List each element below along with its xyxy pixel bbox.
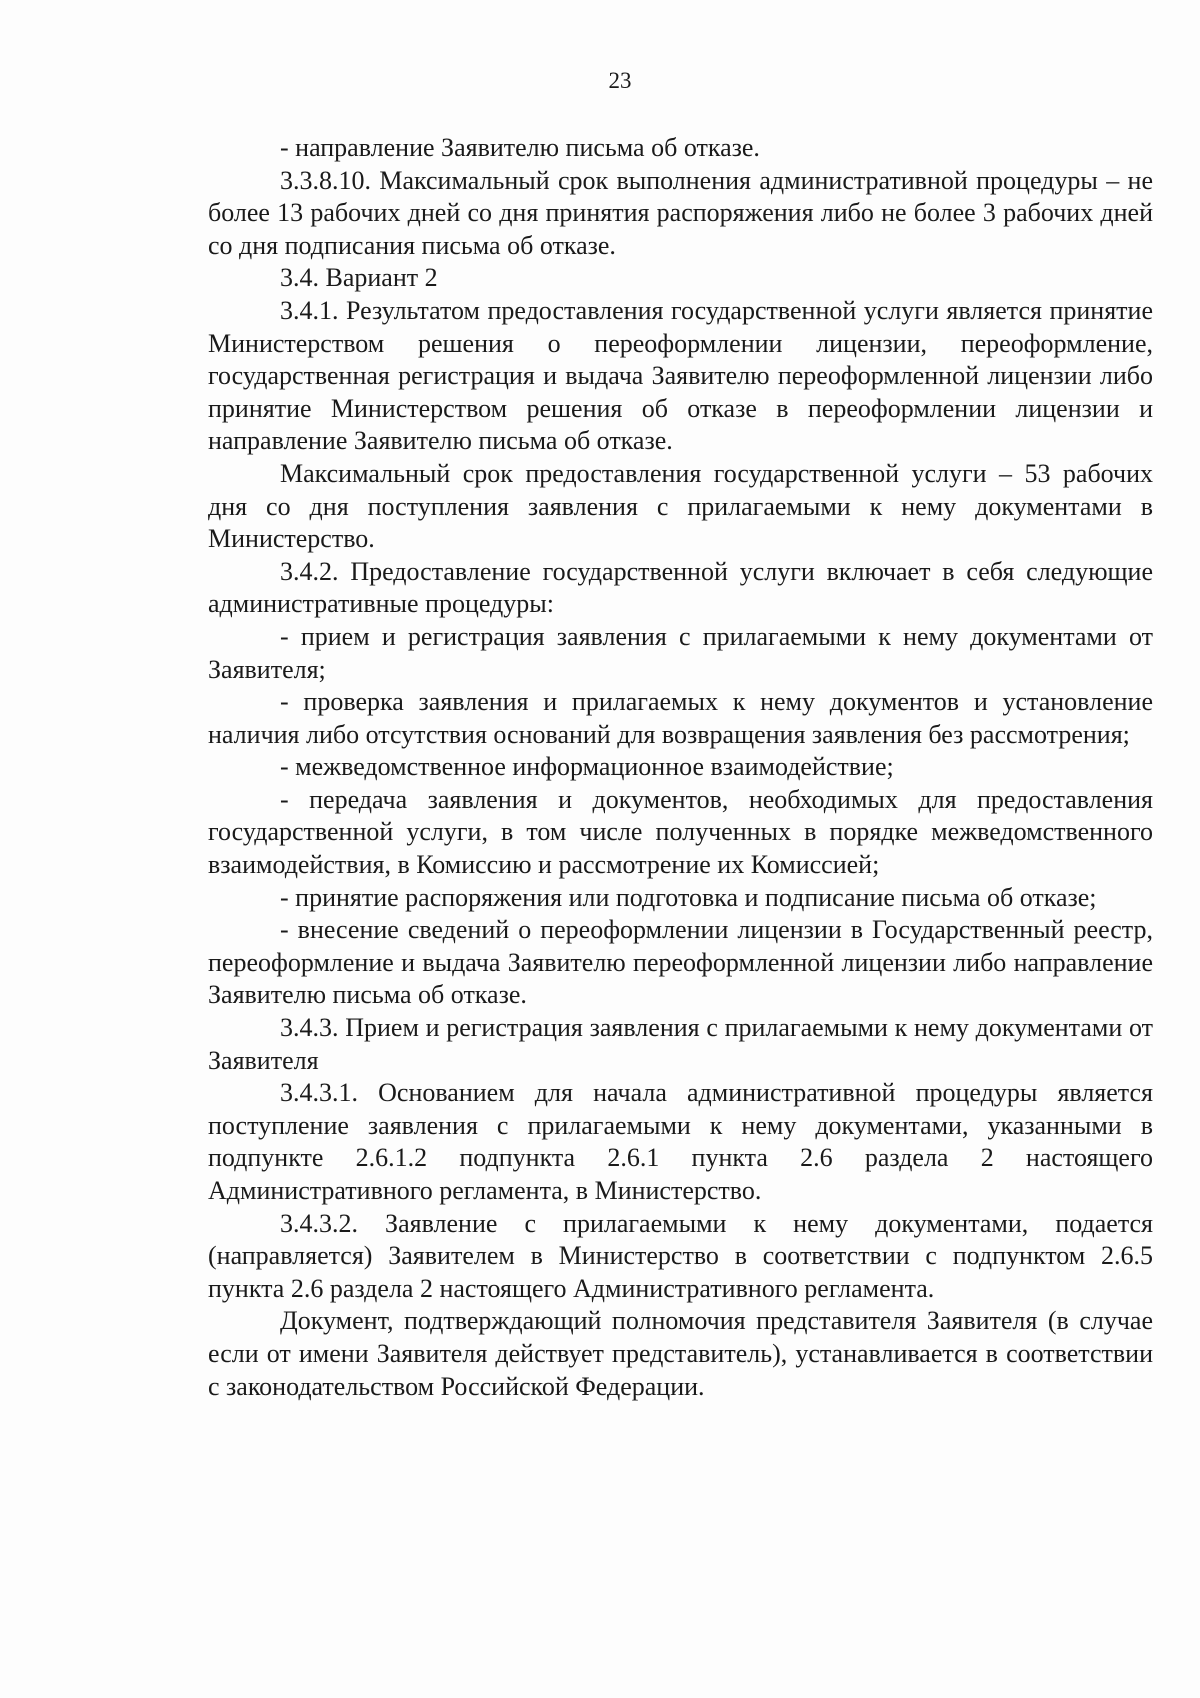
list-item-interagency: - межведомственное информационное взаимодействие; bbox=[280, 752, 894, 782]
document-body bbox=[208, 132, 1153, 1403]
list-item-order: - принятие распоряжения или подготовка и подписание письма об отказе; bbox=[280, 882, 1097, 912]
list-item-verification: - проверка заявления и прилагаемых к нему документов и установление наличия либо отсутствия оснований для возвращения заявления без рассмотрения; bbox=[208, 687, 1153, 749]
list-item-registry: - внесение сведений о переоформлении лицензии в Государственный реестр, переоформление и выдача Заявителю переоформленной лицензии либо направление Заявителю письма об отказе. bbox=[208, 915, 1153, 1010]
paragraph-3-4-1: 3.4.1. Результатом предоставления государственной услуги является принятие Министерством решения о переоформлении лицензии, переоформление, государственная регистрация и выдача Заявителю переоформленной лицензии либо принятие Министерством решения об отказе в переоформлении лицензии и направление Заявителю письма об отказе. bbox=[208, 295, 1153, 456]
paragraph-3-4-3-2: 3.4.3.2. Заявление с прилагаемыми к нему документами, подается (направляется) Заявителем в Министерство в соответствии с подпунктом 2.6.5 пункта 2.6 раздела 2 настоящего Административного регламента. bbox=[208, 1208, 1153, 1303]
section-heading-3-4: 3.4. Вариант 2 bbox=[280, 263, 438, 293]
paragraph-3-3-8-10: 3.3.8.10. Максимальный срок выполнения административной процедуры – не более 13 рабочих дней со дня принятия распоряжения либо не более 3 рабочих дней со дня подписания письма об отказе. bbox=[208, 165, 1153, 260]
page-number: 23 bbox=[608, 68, 632, 93]
list-item-commission: - передача заявления и документов, необходимых для предоставления государственной услуги, в том числе полученных в порядке межведомственного взаимодействия, в Комиссию и рассмотрение их Комиссией; bbox=[208, 784, 1153, 880]
paragraph-max-term: Максимальный срок предоставления государственной услуги – 53 рабочих дня со дня поступления заявления с прилагаемыми к нему документами в Министерство. bbox=[208, 458, 1153, 554]
list-item-reception: - прием и регистрация заявления с прилагаемыми к нему документами от Заявителя; bbox=[208, 621, 1153, 684]
paragraph-3-4-2: 3.4.2. Предоставление государственной услуги включает в себя следующие административные процедуры: bbox=[208, 556, 1153, 619]
paragraph-refusal-letter: - направление Заявителю письма об отказе. bbox=[280, 133, 760, 162]
paragraph-3-4-3: 3.4.3. Прием и регистрация заявления с прилагаемыми к нему документами от Заявителя bbox=[208, 1013, 1153, 1075]
paragraph-3-4-3-1: 3.4.3.1. Основанием для начала административной процедуры является поступление заявления с прилагаемыми к нему документами, указанными в подпункте 2.6.1.2 подпункта 2.6.1 пункта 2.6 раздела 2 настоящего Административного регламента, в Министерство. bbox=[208, 1078, 1153, 1205]
paragraph-representative: Документ, подтверждающий полномочия представителя Заявителя (в случае если от имени Заявителя действует представитель), устанавливается в соответствии с законодательством Российской Федерации. bbox=[208, 1306, 1153, 1401]
